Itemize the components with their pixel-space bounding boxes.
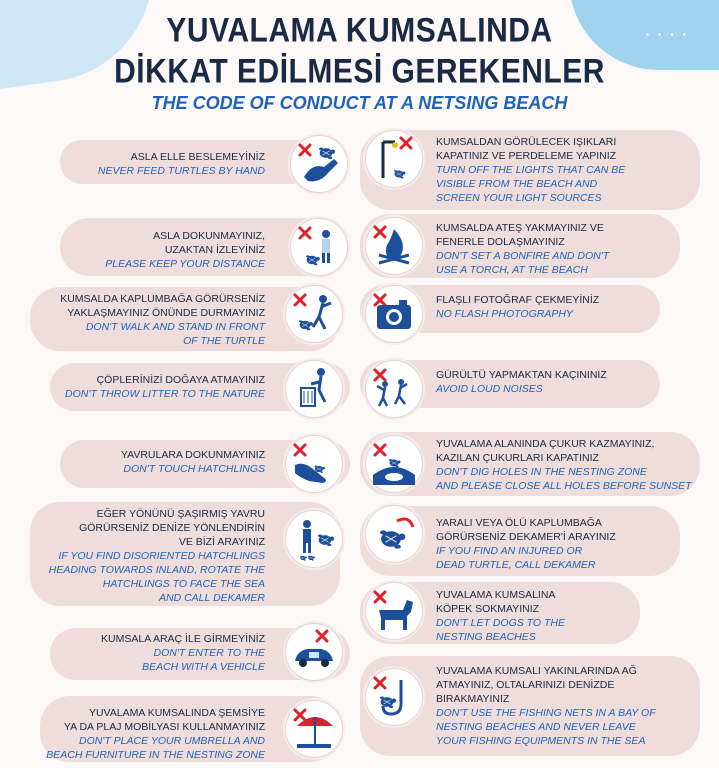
rule-turkish: YUVALAMA KUMSALINDA ŞEMSİYE YA DA PLAJ MOBİLYASI KULLANMAYINIZ (63, 707, 265, 733)
rule-text (60, 229, 265, 271)
rule-turkish: YUVALAMA KUMSALINA KÖPEK SOKMAYINIZ (436, 589, 556, 615)
rule-text (30, 373, 265, 401)
rule-english: AVOID LOUD NOISES (436, 383, 543, 395)
rule-text (436, 221, 696, 277)
street-lamp-icon (365, 130, 423, 188)
rule-english: DON'T DIG HOLES IN THE NESTING ZONE AND PLEASE CLOSE ALL HOLES BEFORE SUNSET (436, 466, 692, 492)
rule-text (436, 293, 696, 321)
rule-text (60, 150, 265, 178)
guiding-hatchlings-icon (285, 510, 343, 568)
rule-text (436, 664, 706, 748)
rule-turkish: ÇÖPLERİNİZİ DOĞAYA ATMAYINIZ (96, 374, 265, 386)
rule-text (30, 448, 265, 476)
rule-turkish: KUMSALDAN GÖRÜLECEK IŞIKLARI KAPATINIZ VE PERDELEME YAPINIZ (436, 136, 617, 162)
subtitle: THE CODE OF CONDUCT AT A NETSING BEACH (151, 93, 568, 113)
digging-hole-icon (365, 435, 423, 493)
title-line-2: DİKKAT EDİLMESİ GEREKENLER (114, 52, 605, 91)
rule-turkish: KUMSALDA ATEŞ YAKMAYINIZ VE FENERLE DOLAŞMAYINIZ (436, 222, 604, 248)
rule-english: TURN OFF THE LIGHTS THAT CAN BE VISIBLE FROM THE BEACH AND SCREEN YOUR LIGHT SOURCES (436, 164, 626, 204)
rule-english: IF YOU FIND AN INJURED OR DEAD TURTLE, CALL DEKAMER (436, 545, 596, 571)
rule-english: PLEASE KEEP YOUR DISTANCE (105, 258, 265, 270)
person-near-turtle-icon (290, 218, 348, 276)
rule-english: DON'T TOUCH HATCHLINGS (123, 463, 265, 475)
rule-turkish: YUVALAMA KUMSALI YAKINLARINDA AĞ ATMAYINIZ, OLTALARINIZI DENİZDE BIRAKMAYINIZ (436, 665, 637, 705)
rule-turkish: ASLA DOKUNMAYINIZ, UZAKTAN İZLEYİNİZ (153, 230, 265, 256)
rule-text (436, 437, 706, 493)
litter-bin-icon (285, 360, 343, 418)
rule-turkish: KUMSALDA KAPLUMBAĞA GÖRÜRSENİZ YAKLAŞMAYINIZ ÖNÜNDE DURMAYINIZ (60, 293, 265, 319)
hand-feeding-turtle-icon (290, 135, 348, 193)
title-line-1: YUVALAMA KUMSALINDA (166, 11, 553, 50)
car-icon (285, 623, 343, 681)
hand-holding-hatchling-icon (285, 435, 343, 493)
bonfire-icon (365, 217, 423, 275)
rule-text (436, 588, 696, 644)
rule-turkish: YAVRULARA DOKUNMAYINIZ (120, 449, 265, 461)
fishing-hook-icon (365, 668, 423, 726)
background-dots: • • • • (645, 30, 689, 41)
beach-umbrella-icon (285, 700, 343, 758)
rule-turkish: GÜRÜLTÜ YAPMAKTAN KAÇININIZ (436, 369, 607, 381)
rule-text (436, 516, 696, 572)
rule-english: DON'T USE THE FISHING NETS IN A BAY OF NESTING BEACHES AND NEVER LEAVE YOUR FISHING EQUIPMENTS IN THE SEA (436, 707, 656, 747)
rule-english: DON'T LET DOGS TO THE NESTING BEACHES (436, 617, 565, 643)
dog-icon (365, 582, 423, 640)
rule-english: DON'T THROW LITTER TO THE NATURE (65, 388, 265, 400)
rule-english: NEVER FEED TURTLES BY HAND (97, 165, 265, 177)
rule-text (30, 706, 265, 762)
rule-turkish: YUVALAMA ALANINDA ÇUKUR KAZMAYINIZ, KAZILAN ÇUKURLARI KAPATINIZ (436, 438, 655, 464)
rule-text (30, 507, 265, 605)
rule-turkish: ASLA ELLE BESLEMEYİNİZ (130, 151, 265, 163)
walking-toward-turtle-icon (285, 285, 343, 343)
rule-english: DON'T PLACE YOUR UMBRELLA AND BEACH FURNITURE IN THE NESTING ZONE (46, 735, 265, 761)
rule-turkish: KUMSALA ARAÇ İLE GİRMEYİNİZ (101, 633, 265, 645)
rule-english: DON'T WALK AND STAND IN FRONT OF THE TURTLE (85, 321, 265, 347)
rule-text (436, 368, 696, 396)
dancing-people-icon (365, 360, 423, 418)
rule-english: NO FLASH PHOTOGRAPHY (436, 308, 573, 320)
rule-english: DON'T ENTER TO THE BEACH WITH A VEHICLE (142, 647, 265, 673)
injured-turtle-icon (365, 505, 423, 563)
rule-text (436, 135, 696, 205)
rule-english: IF YOU FIND DISORIENTED HATCHLINGS HEADING TOWARDS INLAND, ROTATE THE HATCHLINGS TO FACE THE SEA AND CALL DEKAMER (48, 550, 265, 604)
rule-turkish: YARALI VEYA ÖLÜ KAPLUMBAĞA GÖRÜRSENİZ DEKAMER'İ ARAYINIZ (436, 517, 616, 543)
rule-turkish: FLAŞLI FOTOĞRAF ÇEKMEYİNİZ (436, 294, 600, 306)
rule-text (30, 632, 265, 674)
rule-english: DON'T SET A BONFIRE AND DON'T USE A TORCH, AT THE BEACH (436, 250, 610, 276)
rule-text (30, 292, 265, 348)
camera-flash-icon (365, 285, 423, 343)
rule-turkish: EĞER YÖNÜNÜ ŞAŞIRMIŞ YAVRU GÖRÜRSENİZ DENİZE YÖNLENDİRİN VE BİZİ ARAYINIZ (79, 508, 265, 548)
